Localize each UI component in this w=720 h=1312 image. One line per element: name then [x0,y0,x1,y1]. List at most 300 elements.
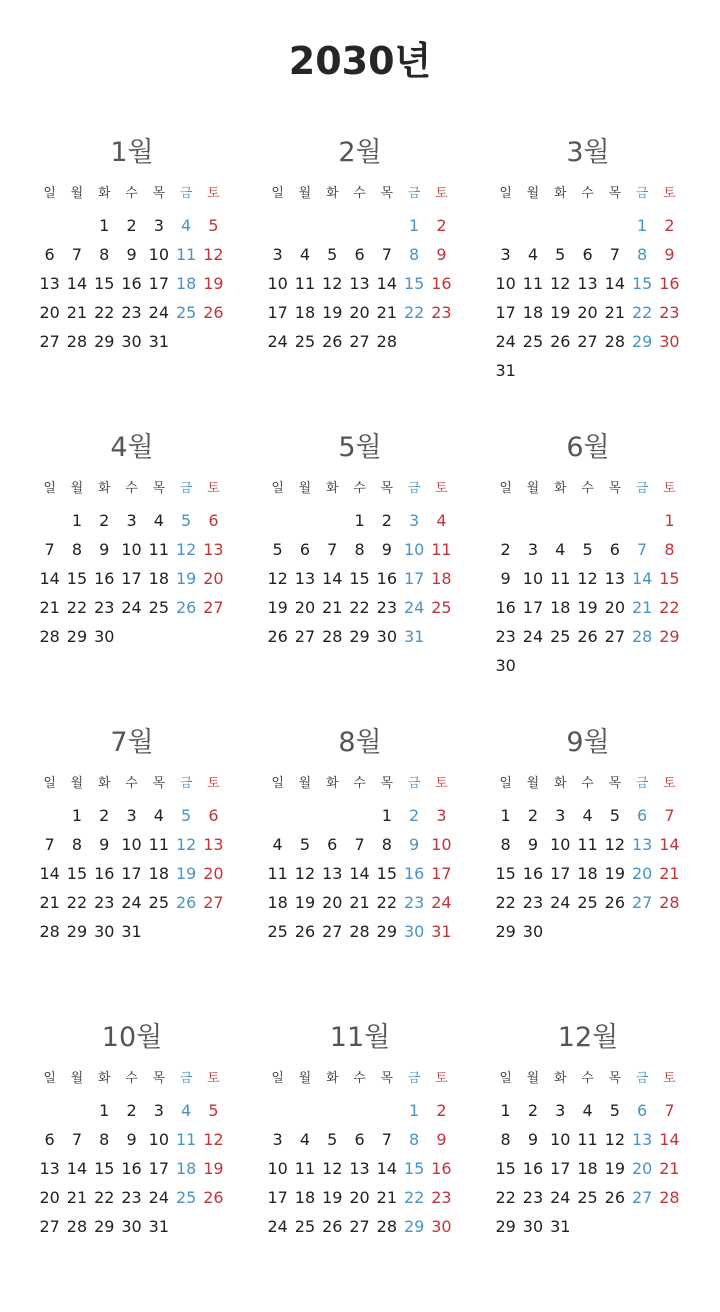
day-cell: 9 [381,540,392,559]
day-cell: 9 [126,1130,137,1149]
day-cell: 7 [44,540,55,559]
day-cell: 28 [66,332,88,351]
day-cell: 9 [99,540,110,559]
day-cell: 2 [99,806,110,825]
day-cell: 3 [527,540,539,559]
day-cell: 30 [522,922,544,941]
weekday-label: 목 [152,776,166,791]
day-cell: 6 [582,245,593,264]
empty-cell [547,211,574,240]
day-cell: 24 [121,893,142,912]
day-cell: 4 [181,216,192,235]
day-cell: 11 [294,1159,316,1178]
day-cell: 29 [495,1217,516,1236]
day-cell: 27 [203,598,224,617]
month-calendar [492,1017,720,1312]
day-cell: 28 [322,627,343,646]
day-cell: 4 [555,540,566,559]
weekday-label: 수 [353,776,366,791]
day-cell: 7 [664,806,675,825]
day-cell: 19 [203,274,224,293]
day-cell: 19 [203,1159,224,1178]
day-cell: 19 [175,569,197,588]
day-cell: 4 [527,245,539,264]
empty-cell [264,211,291,240]
weekday-label: 금 [635,1071,649,1086]
month-name: 6월 [566,432,610,463]
day-cell: 13 [203,835,224,854]
day-cell: 14 [659,1130,680,1149]
weekday-label: 월 [526,481,540,496]
day-cell: 18 [267,893,288,912]
day-cell: 15 [403,274,425,293]
day-cell: 16 [522,864,544,883]
day-cell: 1 [409,216,420,235]
day-cell: 2 [500,540,511,559]
day-cell: 19 [322,1188,343,1207]
weekday-label: 금 [179,776,193,791]
weekday-label: 수 [581,776,594,791]
day-cell: 31 [148,332,170,351]
day-cell: 16 [659,274,680,293]
month-days-grid [492,477,720,680]
day-cell: 31 [403,627,425,646]
weekday-label: 금 [179,481,193,496]
day-cell: 6 [354,1130,365,1149]
day-cell: 20 [349,1188,370,1207]
day-cell: 29 [495,922,516,941]
month-name: 8월 [338,727,382,758]
empty-cell [291,1096,318,1125]
day-cell: 12 [267,569,288,588]
day-cell: 21 [66,1188,88,1207]
day-cell: 2 [99,511,110,530]
empty-cell [319,211,346,240]
day-cell: 18 [175,274,197,293]
weekday-label: 일 [499,1071,512,1086]
day-cell: 19 [550,303,571,322]
day-cell: 24 [148,1188,170,1207]
day-cell: 4 [153,806,164,825]
day-cell: 24 [431,893,452,912]
day-cell: 8 [637,245,648,264]
day-cell: 21 [631,598,653,617]
day-cell: 24 [148,303,170,322]
day-cell: 16 [431,274,452,293]
month-calendar [492,427,720,722]
weekday-label: 토 [663,776,676,791]
day-cell: 5 [582,540,593,559]
day-cell: 25 [294,332,316,351]
weekday-label: 토 [435,776,448,791]
month-days-grid [264,772,492,946]
day-cell: 29 [66,922,88,941]
weekday-label: 화 [553,1071,567,1086]
weekday-label: 화 [325,481,339,496]
day-cell: 22 [66,598,88,617]
day-cell: 4 [582,1101,593,1120]
day-cell: 12 [604,1130,626,1149]
weekday-label: 월 [70,481,84,496]
empty-cell [291,801,318,830]
day-cell: 31 [148,1217,170,1236]
weekday-label: 월 [526,776,540,791]
day-cell: 5 [327,1130,338,1149]
weekday-label: 월 [298,481,312,496]
day-cell: 22 [631,303,653,322]
day-cell: 3 [555,806,566,825]
empty-cell [492,506,519,535]
day-cell: 2 [527,806,539,825]
day-cell: 27 [39,332,60,351]
day-cell: 21 [66,303,88,322]
weekday-label: 수 [581,1071,594,1086]
weekday-label: 목 [608,1071,622,1086]
day-cell: 21 [349,893,370,912]
month-days-grid [36,772,264,946]
day-cell: 4 [299,1130,311,1149]
year-title: 2030년 [288,39,432,83]
day-cell: 18 [577,864,598,883]
day-cell: 23 [431,303,452,322]
day-cell: 17 [403,569,425,588]
day-cell: 5 [208,1101,219,1120]
day-cell: 21 [39,598,60,617]
day-cell: 18 [294,1188,316,1207]
day-cell: 4 [181,1101,192,1120]
month-name: 3월 [566,137,610,168]
day-cell: 27 [39,1217,60,1236]
empty-cell [547,506,574,535]
day-cell: 17 [267,303,288,322]
day-cell: 13 [349,1159,370,1178]
day-cell: 18 [294,303,316,322]
day-cell: 15 [403,1159,425,1178]
day-cell: 31 [495,361,516,380]
weekday-label: 목 [152,1071,166,1086]
day-cell: 30 [403,922,425,941]
day-cell: 16 [495,598,516,617]
day-cell: 24 [550,893,571,912]
day-cell: 14 [322,569,343,588]
empty-cell [519,211,546,240]
day-cell: 20 [294,598,316,617]
day-cell: 21 [322,598,343,617]
day-cell: 27 [294,627,316,646]
weekday-label: 화 [325,1071,339,1086]
day-cell: 12 [175,540,197,559]
empty-cell [63,1096,90,1125]
day-cell: 22 [403,303,425,322]
day-cell: 1 [664,511,675,530]
day-cell: 18 [148,864,170,883]
day-cell: 7 [71,245,83,264]
day-cell: 7 [71,1130,83,1149]
day-cell: 12 [203,1130,224,1149]
month-calendar [264,427,492,722]
empty-cell [601,506,628,535]
day-cell: 20 [604,598,626,617]
weekday-label: 수 [125,481,138,496]
day-cell: 29 [94,332,115,351]
day-cell: 30 [495,656,516,675]
weekday-label: 일 [43,481,56,496]
day-cell: 3 [555,1101,566,1120]
day-cell: 11 [577,835,598,854]
empty-cell [319,506,346,535]
day-cell: 14 [39,569,60,588]
day-cell: 14 [66,1159,88,1178]
day-cell: 13 [631,835,653,854]
day-cell: 5 [208,216,219,235]
day-cell: 8 [409,1130,420,1149]
day-cell: 20 [203,864,224,883]
day-cell: 1 [71,511,83,530]
day-cell: 1 [354,511,365,530]
day-cell: 11 [522,274,544,293]
day-cell: 24 [550,1188,571,1207]
weekday-label: 화 [97,481,111,496]
day-cell: 29 [66,627,88,646]
weekday-label: 목 [380,1071,394,1086]
day-cell: 20 [322,893,343,912]
day-cell: 24 [495,332,516,351]
day-cell: 16 [94,864,115,883]
day-cell: 18 [175,1159,197,1178]
day-cell: 11 [577,1130,598,1149]
day-cell: 23 [94,893,115,912]
day-cell: 25 [175,303,197,322]
empty-cell [492,211,519,240]
weekday-label: 토 [435,1071,448,1086]
day-cell: 14 [604,274,626,293]
empty-cell [346,211,373,240]
day-cell: 6 [299,540,311,559]
day-cell: 9 [500,569,511,588]
day-cell: 9 [436,1130,447,1149]
weekday-label: 일 [499,481,512,496]
weekday-label: 수 [581,186,594,201]
day-cell: 8 [71,540,83,559]
day-cell: 15 [659,569,680,588]
weekday-label: 월 [526,186,540,201]
weekday-label: 일 [43,1071,56,1086]
day-cell: 6 [327,835,338,854]
day-cell: 20 [631,864,653,883]
month-name: 10월 [101,1022,163,1053]
day-cell: 22 [349,598,370,617]
day-cell: 5 [181,511,192,530]
day-cell: 22 [659,598,680,617]
weekday-label: 수 [353,481,366,496]
weekday-label: 화 [553,481,567,496]
day-cell: 24 [121,598,142,617]
day-cell: 26 [550,332,571,351]
day-cell: 24 [267,332,288,351]
day-cell: 5 [609,806,620,825]
weekday-label: 일 [43,776,56,791]
weekday-label: 월 [70,1071,84,1086]
weekday-label: 금 [635,481,649,496]
day-cell: 15 [66,569,88,588]
day-cell: 26 [267,627,288,646]
day-cell: 8 [354,540,365,559]
day-cell: 1 [99,1101,110,1120]
month-name: 4월 [110,432,154,463]
weekday-label: 토 [663,481,676,496]
empty-cell [319,1096,346,1125]
day-cell: 31 [121,922,142,941]
day-cell: 5 [609,1101,620,1120]
month-calendar [36,132,264,427]
weekday-label: 목 [608,481,622,496]
empty-cell [319,801,346,830]
day-cell: 29 [403,1217,425,1236]
day-cell: 14 [376,274,398,293]
day-cell: 4 [272,835,283,854]
empty-cell [601,211,628,240]
weekday-label: 일 [271,1071,284,1086]
day-cell: 27 [349,332,370,351]
day-cell: 17 [121,864,142,883]
month-name: 12월 [557,1022,619,1053]
day-cell: 2 [381,511,392,530]
day-cell: 16 [431,1159,452,1178]
day-cell: 27 [322,922,343,941]
day-cell: 15 [66,864,88,883]
month-days-grid [36,1067,264,1241]
day-cell: 11 [148,835,170,854]
day-cell: 10 [550,835,571,854]
day-cell: 22 [94,303,115,322]
day-cell: 29 [94,1217,115,1236]
day-cell: 30 [431,1217,452,1236]
day-cell: 29 [376,922,398,941]
day-cell: 25 [550,627,571,646]
day-cell: 30 [121,1217,142,1236]
day-cell: 25 [148,893,170,912]
day-cell: 27 [203,893,224,912]
day-cell: 14 [659,835,680,854]
day-cell: 16 [403,864,425,883]
month-calendar [492,132,720,427]
month-days-grid [36,477,264,651]
day-cell: 11 [175,245,197,264]
day-cell: 28 [376,1217,398,1236]
weekday-label: 수 [581,481,594,496]
month-name: 11월 [329,1022,391,1053]
day-cell: 7 [609,245,620,264]
day-cell: 29 [631,332,653,351]
weekday-label: 목 [380,776,394,791]
month-days-grid [36,182,264,356]
month-name: 7월 [110,727,154,758]
day-cell: 14 [376,1159,398,1178]
empty-cell [519,506,546,535]
day-cell: 9 [99,835,110,854]
day-cell: 17 [495,303,516,322]
day-cell: 3 [153,1101,164,1120]
day-cell: 23 [94,598,115,617]
month-days-grid [492,772,720,946]
day-cell: 26 [203,303,224,322]
empty-cell [346,801,373,830]
weekday-label: 토 [663,1071,676,1086]
day-cell: 19 [604,864,626,883]
weekday-label: 금 [407,1071,421,1086]
months-grid [36,132,720,1312]
day-cell: 27 [577,332,598,351]
day-cell: 23 [522,893,544,912]
empty-cell [574,211,601,240]
day-cell: 17 [121,569,142,588]
day-cell: 6 [208,511,219,530]
day-cell: 18 [577,1159,598,1178]
weekday-label: 목 [152,481,166,496]
day-cell: 1 [500,806,511,825]
day-cell: 30 [376,627,398,646]
day-cell: 25 [267,922,288,941]
weekday-label: 월 [70,186,84,201]
weekday-label: 화 [97,1071,111,1086]
day-cell: 8 [71,835,83,854]
day-cell: 31 [550,1217,571,1236]
day-cell: 19 [322,303,343,322]
day-cell: 16 [94,569,115,588]
day-cell: 15 [495,1159,516,1178]
day-cell: 20 [39,1188,60,1207]
day-cell: 10 [403,540,425,559]
day-cell: 12 [322,274,343,293]
day-cell: 17 [431,864,452,883]
weekday-label: 일 [499,186,512,201]
day-cell: 17 [148,1159,170,1178]
weekday-label: 수 [125,776,138,791]
month-calendar [264,132,492,427]
day-cell: 26 [577,627,598,646]
day-cell: 21 [659,1159,680,1178]
day-cell: 3 [126,511,137,530]
day-cell: 13 [39,274,60,293]
day-cell: 9 [126,245,137,264]
empty-cell [63,211,90,240]
weekday-label: 화 [553,776,567,791]
day-cell: 9 [409,835,420,854]
day-cell: 3 [500,245,511,264]
day-cell: 5 [272,540,283,559]
day-cell: 18 [550,598,571,617]
day-cell: 19 [294,893,316,912]
day-cell: 14 [631,569,653,588]
day-cell: 26 [294,922,316,941]
weekday-label: 토 [207,776,220,791]
day-cell: 7 [664,1101,675,1120]
weekday-label: 수 [353,186,366,201]
weekday-label: 화 [325,186,339,201]
weekday-label: 금 [179,186,193,201]
day-cell: 26 [175,598,197,617]
day-cell: 13 [294,569,316,588]
day-cell: 6 [44,1130,55,1149]
weekday-label: 월 [298,1071,312,1086]
empty-cell [628,506,655,535]
day-cell: 26 [203,1188,224,1207]
day-cell: 8 [381,835,392,854]
day-cell: 22 [495,893,516,912]
month-days-grid [492,1067,720,1241]
weekday-label: 토 [207,481,220,496]
day-cell: 26 [322,1217,343,1236]
